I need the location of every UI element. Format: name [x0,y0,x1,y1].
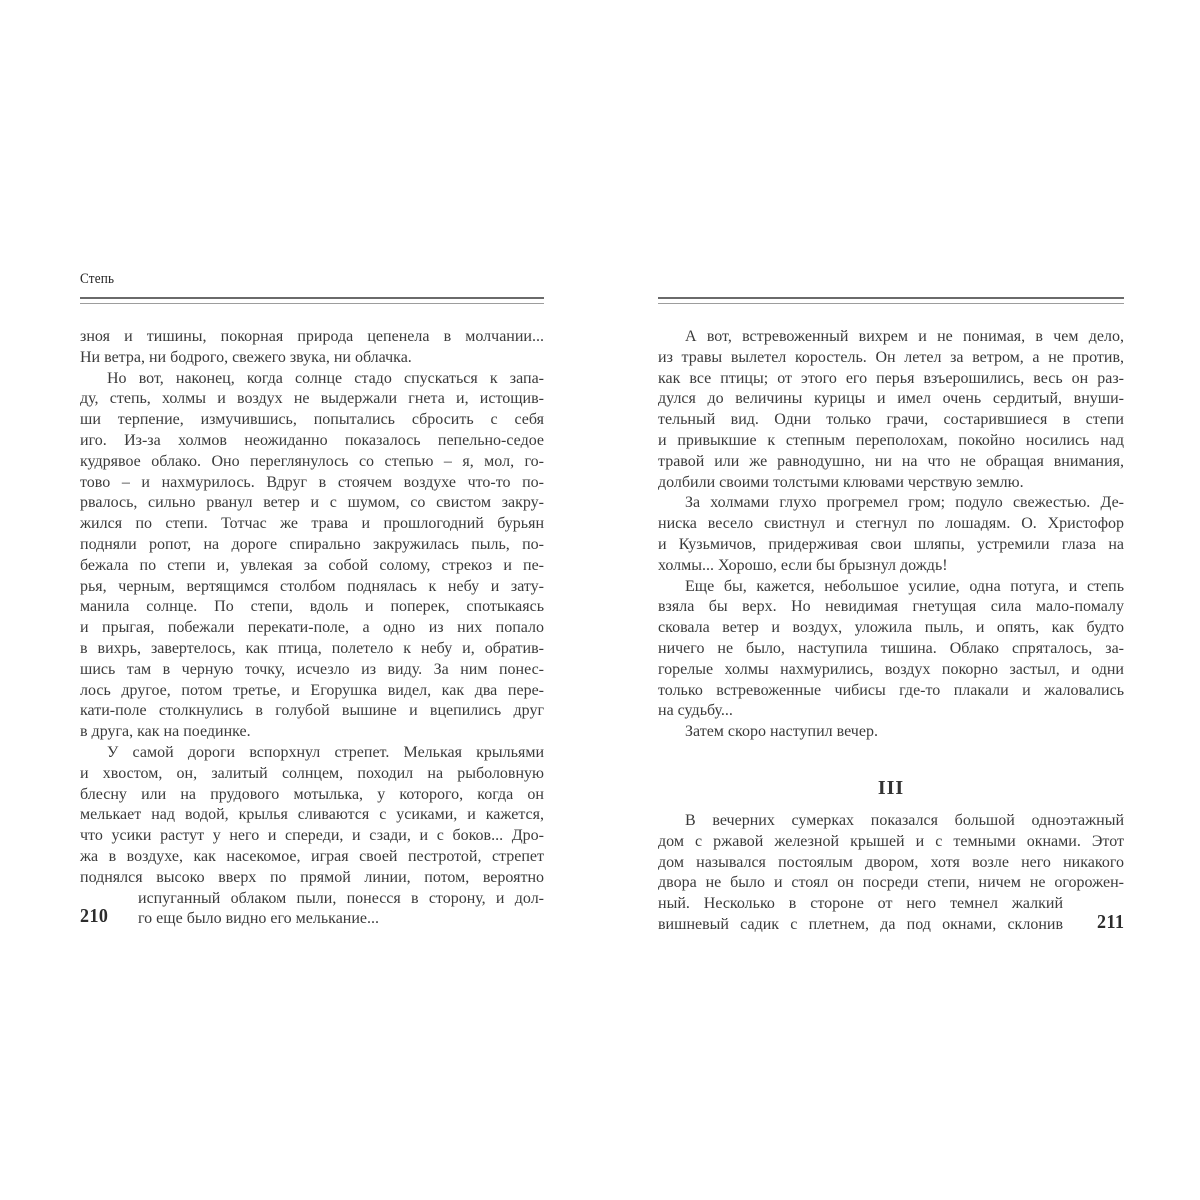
text-line: из травы вылетел коростель. Он летел за ветром, а не против, [658,348,1124,366]
page-number-right: 211 [1096,911,1124,933]
text-line: в вихрь, завертелось, как птица, полетело к небу и, обратив- [80,639,544,657]
text-line: травой или же равнодушно, ни на что не обращая внимания, [658,452,1124,470]
text-line: иго. Из-за холмов неожиданно показалось пепельно-седое [80,431,544,449]
text-line: Еще бы, кажется, небольшое усилие, одна потуга, и степь [685,577,1124,595]
text-line: Но вот, наконец, когда солнце стадо спускаться к запа- [107,369,544,387]
text-line: как все птицы; от этого его перья взъерошились, весь он раз- [658,369,1124,387]
running-head-title: Степь [80,271,115,287]
text-line: шись там в черную точку, исчезло из виду. За ним понес- [80,660,544,678]
text-line: лось другое, потом третье, и Егорушка видел, как два пере- [80,681,544,699]
text-line: го еще было видно его мелькание... [138,910,380,928]
text-line: кудрявое облако. Оно переглянулось со степью – я, мол, го- [80,452,544,470]
text-line: только встревоженные чибисы где-то плакали и жаловались [658,681,1124,699]
right-page-text [658,327,1124,936]
text-line: Затем скоро наступил вечер. [685,723,878,741]
page-number-left: 210 [80,905,109,927]
text-line: кати-поле столкнулись в голубой вышине и вцепились друг [80,702,544,720]
text-line: тово – и нахмурилось. Вдруг в стоячем воздухе что-то по- [80,473,544,491]
text-line: А вот, встревоженный вихрем и не понимая, в чем дело, [685,328,1124,345]
text-line: ный. Несколько в стороне от него темнел жалкий [658,895,1063,913]
text-line: ши терпение, измучившись, попытались сбросить с себя [80,411,544,429]
text-line: ду, степь, холмы и воздух не выдержали гнета и, истощив- [80,390,544,408]
text-line: ниска весело свистнул и стегнул по лошадям. О. Христофор [658,515,1124,533]
text-line: что усики растут у него и спереди, и сзади, и с боков... Дро- [80,827,544,845]
page-left [80,0,544,1200]
left-page-text [80,327,544,930]
text-line: жился по степи. Тотчас же трава и прошлогодний бурьян [80,515,544,533]
text-line: поднялся высоко вверх по прямой линии, потом, вероятно [80,868,544,886]
text-line: и привыкшие к степным переполохам, покойно носились над [658,431,1124,449]
text-line: холмы... Хорошо, если бы брызнул дождь! [658,556,948,574]
text-line: тельный вид. Одни только грачи, состарившиеся в степи [658,411,1124,429]
text-line: дом назывался постоялым двором, хотя возле него никакого [658,853,1124,871]
text-line: и Кузьмичов, придерживая свои шляпы, устремили глаза на [658,535,1124,553]
text-line: рвалось, сильно рванул ветер и с шумом, со свистом закру- [80,494,544,512]
text-line: Ни ветра, ни бодрого, свежего звука, ни облачка. [80,348,412,366]
text-line: жа в воздухе, как насекомое, играя своей пестротой, стрепет [80,847,544,865]
text-line: В вечерних сумерках показался большой одноэтажный [685,811,1124,829]
text-line: горелые холмы нахмурились, воздух покорно застыл, и одни [658,660,1124,678]
text-line: в друга, как на поединке. [80,723,251,741]
text-line: и прыгая, побежали перекати-поле, а одно из них попало [80,619,544,637]
text-line: на судьбу... [658,702,733,720]
text-line: дом с ржавой железной крышей и с темными окнами. Этот [658,832,1124,850]
text-line: рья, черным, вертящимся столбом поднялась к небу и зату- [80,577,544,595]
text-line: манила солнце. По степи, вдоль и поперек, спотыкаясь [80,598,544,616]
text-line: дулся до величины курицы и имел очень сердитый, внуши- [658,390,1124,408]
text-line: За холмами глухо прогремел гром; подуло свежестью. Де- [685,494,1124,512]
text-line: ничего не было, наступила тишина. Облако спряталось, за- [658,639,1124,657]
header-rule-left [80,297,544,304]
text-line: бежала по степи и, увлекая за собой солому, стрекоз и пе- [80,556,544,574]
text-line: блесну или на прудового мотылька, у которого, когда он [80,785,544,803]
text-line: подняли ропот, на дороге спирально закружилась пыль, по- [80,535,544,553]
page-right [658,0,1124,1200]
running-head [80,270,114,288]
header-rule-right [658,297,1124,304]
text-line: мелькает над водой, крылья сливаются с усиками, и кажется, [80,806,544,824]
text-line: испуганный облаком пыли, понесся в сторону, и дол- [138,889,544,907]
text-line: вишневый садик с плетнем, да под окнами, склонив [658,915,1063,933]
text-line: взяла бы верх. Но невидимая гнетущая сила мало-помалу [658,598,1124,616]
text-line: У самой дороги вспорхнул стрепет. Мелькая крыльями [107,743,544,761]
section-heading: III [877,776,905,799]
text-line: долбили своими толстыми клювами черствую землю. [658,473,1024,491]
text-line: и хвостом, он, залитый солнцем, походил на рыболовную [80,764,544,782]
text-line: двора не было и стоял он посреди степи, ничем не огорожен- [658,874,1124,892]
text-line: сковала ветер и воздух, уложила пыль, и опять, как будто [658,619,1124,637]
text-line: зноя и тишины, покорная природа цепенела в молчании... [80,328,544,345]
